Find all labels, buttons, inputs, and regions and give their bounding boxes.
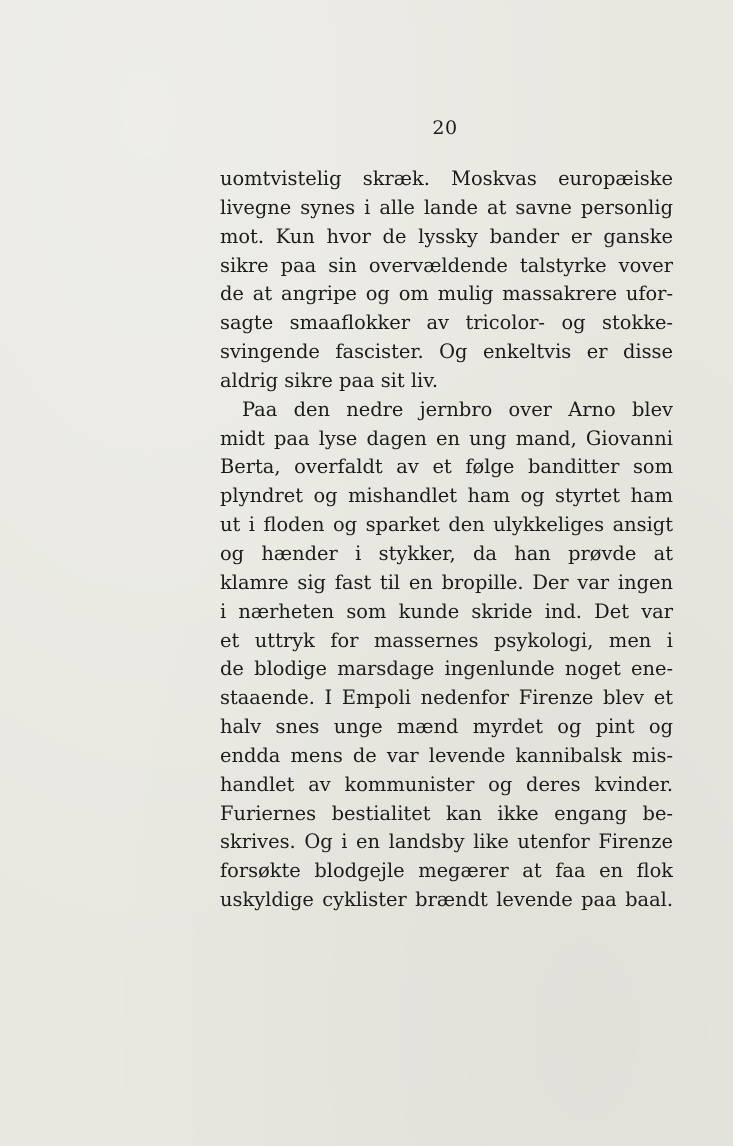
text-line: plyndret og mishandlet ham og styrtet ham [220,484,673,508]
text-line: og hænder i stykker, da han prøvde at [220,541,673,565]
text-line: mot. Kun hvor de lyssky bander er ganske [220,224,673,248]
text-line: livegne synes i alle lande at savne personlig [220,195,673,219]
text-line: svingende fascister. Og enkeltvis er disse [220,340,673,364]
text-line: skrives. Og i en landsby like utenfor Firenze [220,830,673,854]
text-line: halv snes unge mænd myrdet og pint og [220,715,673,739]
text-line: et uttryk for massernes psykologi, men i [220,628,673,652]
text-line: Furiernes bestialitet kan ikke engang be- [220,801,673,825]
text-line: uskyldige cyklister brændt levende paa baal. [220,888,673,912]
text-line: sikre paa sin overvældende talstyrke vover [220,253,673,277]
text-line: Paa den nedre jernbro over Arno blev [242,397,673,421]
text-line: sagte smaaflokker av tricolor- og stokke- [220,311,673,335]
page-number: 20 [432,117,458,139]
text-line: de blodige marsdage ingenlunde noget ene- [220,657,673,681]
text-line: midt paa lyse dagen en ung mand, Giovanni [220,426,673,450]
body-text [220,165,673,915]
text-line: ut i floden og sparket den ulykkeliges ansigt [220,513,673,537]
text-line: Berta, overfaldt av et følge banditter som [220,455,673,479]
text-line: i nærheten som kunde skride ind. Det var [220,599,673,623]
text-line: endda mens de var levende kannibalsk mis- [220,743,673,767]
text-line: staaende. I Empoli nedenfor Firenze blev et [220,686,673,710]
text-line: aldrig sikre paa sit liv. [220,368,439,392]
text-line: klamre sig fast til en bropille. Der var ingen [220,570,673,594]
text-line: uomtvistelig skræk. Moskvas europæiske [220,167,673,190]
text-line: handlet av kommunister og deres kvinder. [220,772,673,796]
text-line: de at angripe og om mulig massakrere ufor- [220,282,673,306]
text-line: forsøkte blodgejle megærer at faa en flok [220,859,673,883]
